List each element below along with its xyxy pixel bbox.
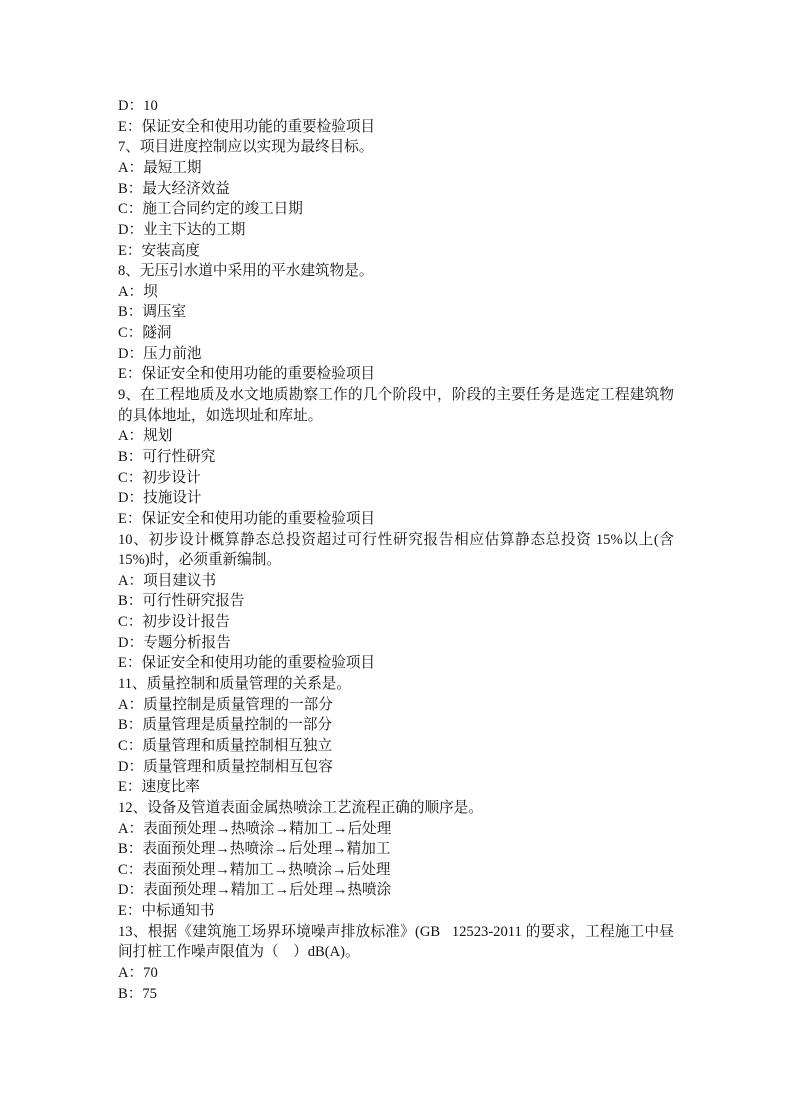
- option-text: 质量控制是质量管理的一部分: [143, 696, 333, 713]
- option-text: 质量管理和质量控制相互包容: [143, 758, 333, 775]
- option-label: E：: [118, 510, 142, 527]
- question-12: [118, 798, 674, 922]
- option-e: [118, 509, 674, 530]
- option-b: [118, 984, 674, 1005]
- question-number: 13、: [118, 923, 148, 940]
- question-number: 12、: [118, 799, 148, 816]
- option-label: D：: [118, 345, 144, 362]
- question-number: 10、: [118, 531, 149, 548]
- option-label: B：: [118, 717, 143, 734]
- option-b: [118, 179, 674, 200]
- option-label: B：: [118, 180, 143, 197]
- option-e: [118, 241, 674, 262]
- option-label: D：: [118, 490, 144, 507]
- option-text: 业主下达的工期: [143, 221, 246, 238]
- option-b: [118, 839, 674, 860]
- option-label: C：: [118, 737, 143, 754]
- option-label: A：: [118, 428, 144, 445]
- option-text: 专题分析报告: [143, 634, 231, 651]
- question-stem: [118, 922, 674, 963]
- option-text: 压力前池: [143, 345, 202, 362]
- option-label: D：: [118, 221, 144, 238]
- option-text: 最短工期: [143, 159, 202, 176]
- question-text: 初步设计概算静态总投资超过可行性研究报告相应估算静态总投资 15%以上(含 15%)时，必须重新编制。: [118, 531, 674, 569]
- option-text: 最大经济效益: [142, 180, 230, 197]
- option-label: A：: [118, 696, 144, 713]
- option-text: 调压室: [142, 304, 187, 321]
- question-number: 8、: [118, 263, 140, 280]
- option-label: C：: [118, 469, 143, 486]
- option-label: E：: [118, 118, 142, 135]
- option-d: [118, 488, 674, 509]
- option-text: 隧洞: [142, 325, 172, 342]
- option-a: [118, 426, 674, 447]
- option-e: [118, 777, 674, 798]
- option-label: C：: [118, 614, 143, 631]
- option-c: [118, 323, 674, 344]
- option-label: E：: [118, 242, 142, 259]
- option-text: 保证安全和使用功能的重要检验项目: [141, 655, 376, 672]
- question-number: 11、: [118, 676, 147, 693]
- question-11: [118, 674, 674, 798]
- option-d: [118, 344, 674, 365]
- question-9: [118, 385, 674, 530]
- option-c: [118, 199, 674, 220]
- question-text: 在工程地质及水文地质勘察工作的几个阶段中，阶段的主要任务是选定工程建筑物的具体地址，如选坝址和库址。: [118, 387, 674, 424]
- question-stem: [118, 798, 674, 819]
- option-text: 表面预处理→热喷涂→后处理→精加工: [142, 841, 391, 858]
- option-a: [118, 695, 674, 716]
- option-b: [118, 302, 674, 323]
- option-label: A：: [118, 159, 144, 176]
- option-text: 表面预处理→热喷涂→精加工→后处理: [143, 820, 392, 837]
- option-label: C：: [118, 325, 143, 342]
- option-b: [118, 591, 674, 612]
- option-text: 保证安全和使用功能的重要检验项目: [141, 118, 376, 135]
- option-label: A：: [118, 820, 144, 837]
- option-text: 保证安全和使用功能的重要检验项目: [141, 510, 376, 527]
- option-text: 规划: [143, 428, 173, 445]
- option-text: 质量管理和质量控制相互独立: [142, 737, 333, 754]
- option-text: 项目建议书: [143, 572, 217, 589]
- option-a: [118, 158, 674, 179]
- question-stem: [118, 385, 674, 426]
- option-text: 表面预处理→精加工→热喷涂→后处理: [142, 861, 391, 878]
- option-text: 坝: [143, 283, 158, 300]
- option-text: 初步设计: [142, 469, 201, 486]
- option-label: B：: [118, 304, 143, 321]
- option-label: E：: [118, 655, 142, 672]
- option-label: C：: [118, 201, 143, 218]
- option-label: B：: [118, 593, 143, 610]
- question-text: 设备及管道表面金属热喷涂工艺流程正确的顺序是。: [147, 799, 483, 816]
- option-e: [118, 653, 674, 674]
- option-a: [118, 819, 674, 840]
- option-label: D：: [118, 634, 144, 651]
- question-text: 项目进度控制应以实现为最终目标。: [139, 139, 374, 156]
- option-b: [118, 715, 674, 736]
- option-label: D：: [118, 758, 144, 775]
- option-d: [118, 96, 674, 117]
- option-label: C：: [118, 861, 143, 878]
- question-stem: [118, 674, 674, 695]
- option-label: E：: [118, 779, 142, 796]
- option-label: D：: [118, 98, 144, 114]
- option-text: 初步设计报告: [142, 614, 230, 631]
- question-text: 根据《建筑施工场界环境噪声排放标准》(GB 12523-2011 的要求，工程施工中昼间打桩工作噪声限值为（ ）dB(A)。: [118, 923, 674, 961]
- option-e: [118, 901, 674, 922]
- option-e: [118, 364, 674, 385]
- option-label: B：: [118, 985, 143, 1002]
- option-c: [118, 860, 674, 881]
- option-text: 可行性研究: [142, 448, 216, 465]
- option-a: [118, 963, 674, 984]
- option-text: 施工合同约定的竣工日期: [142, 201, 303, 218]
- question-stem: [118, 261, 674, 282]
- option-text: 保证安全和使用功能的重要检验项目: [141, 366, 376, 383]
- option-label: E：: [118, 903, 142, 920]
- option-label: E：: [118, 366, 142, 383]
- option-label: A：: [118, 965, 144, 982]
- option-text: 质量管理是质量控制的一部分: [142, 717, 333, 734]
- option-d: [118, 633, 674, 654]
- option-d: [118, 757, 674, 778]
- option-a: [118, 282, 674, 303]
- option-b: [118, 447, 674, 468]
- question-text: 无压引水道中采用的平水建筑物是。: [139, 263, 374, 280]
- document-page: [118, 96, 674, 1004]
- option-label: A：: [118, 572, 144, 589]
- question-stem: [118, 530, 674, 571]
- option-e: [118, 117, 674, 138]
- question-stem: [118, 137, 674, 158]
- option-c: [118, 612, 674, 633]
- question-10: [118, 530, 674, 675]
- option-text: 75: [142, 985, 157, 1002]
- question-number: 9、: [118, 387, 141, 403]
- option-text: 70: [143, 965, 158, 982]
- question-number: 7、: [118, 139, 140, 156]
- option-c: [118, 736, 674, 757]
- option-d: [118, 880, 674, 901]
- option-label: A：: [118, 283, 144, 300]
- option-label: B：: [118, 841, 143, 858]
- option-d: [118, 220, 674, 241]
- option-a: [118, 571, 674, 592]
- option-text: 可行性研究报告: [142, 593, 245, 610]
- option-text: 安装高度: [141, 242, 200, 259]
- option-c: [118, 468, 674, 489]
- question-13: [118, 922, 674, 1005]
- option-text: 技施设计: [143, 490, 202, 507]
- option-text: 速度比率: [141, 779, 200, 796]
- option-label: D：: [118, 882, 144, 899]
- option-text: 表面预处理→精加工→后处理→热喷涂: [143, 882, 392, 899]
- question-text: 质量控制和质量管理的关系是。: [146, 676, 351, 693]
- option-text: 中标通知书: [141, 903, 215, 920]
- question-8: [118, 261, 674, 385]
- option-label: B：: [118, 448, 143, 465]
- question-7: [118, 137, 674, 261]
- previous-question-fragment: [118, 96, 674, 137]
- option-text: 10: [143, 98, 158, 114]
